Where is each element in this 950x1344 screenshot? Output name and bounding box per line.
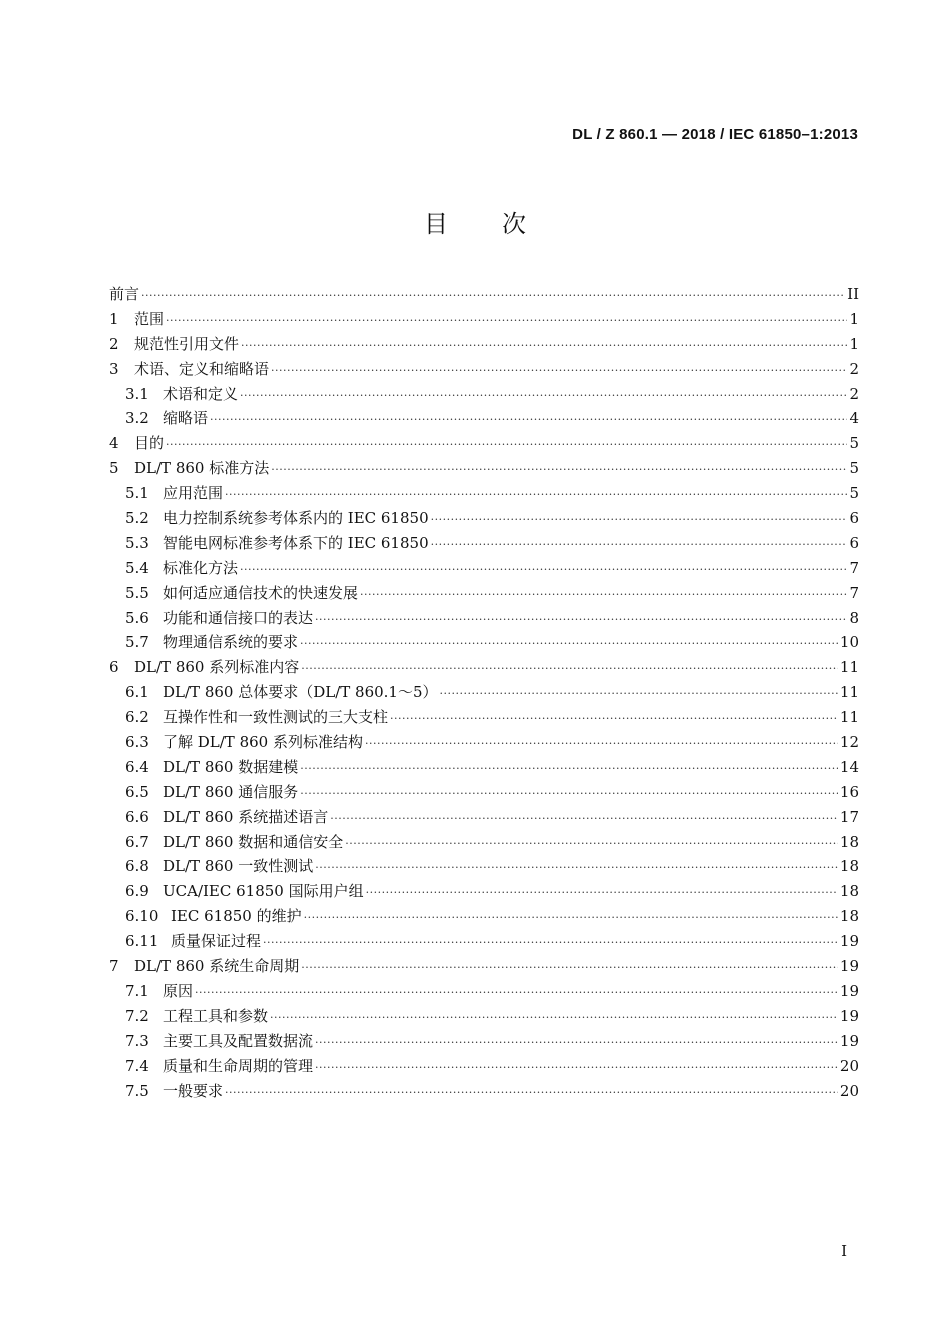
toc-entry-number: 5.4 [125, 558, 149, 577]
toc-entry[interactable] [109, 879, 859, 904]
toc-entry[interactable] [109, 904, 859, 929]
toc-entry-page: 18 [839, 907, 859, 926]
toc-leader-dots [301, 956, 838, 981]
toc-entry-label: 互操作性和一致性测试的三大支柱 [163, 708, 389, 727]
toc-entry[interactable] [109, 805, 859, 830]
toc-entry-label: 了解 DL/T 860 系列标准结构 [163, 733, 363, 752]
title-char-2: 次 [502, 210, 526, 238]
toc-entry-label: DL/T 860 系统描述语言 [163, 807, 329, 826]
toc-entry-label: 标准化方法 [163, 558, 239, 577]
toc-entry-page: 11 [839, 708, 859, 727]
toc-leader-dots [315, 608, 847, 633]
toc-entry-page: 5 [849, 434, 859, 453]
toc-leader-dots [271, 359, 847, 384]
toc-leader-dots [241, 334, 847, 359]
toc-entry-page: 1 [849, 309, 859, 328]
document-code-header: DL / Z 860.1 — 2018 / IEC 61850–1:2013 [572, 126, 858, 143]
toc-entry[interactable] [109, 730, 859, 755]
toc-entry-label: 主要工具及配置数据流 [163, 1031, 314, 1050]
toc-entry-label: UCA/IEC 61850 国际用户组 [163, 882, 364, 901]
toc-entry-number: 5 [109, 459, 119, 478]
toc-entry-page: 18 [839, 832, 859, 851]
toc-entry-number: 6.2 [125, 708, 149, 727]
toc-entry-number: 6.3 [125, 733, 149, 752]
toc-entry-label: 缩略语 [163, 409, 209, 428]
toc-entry[interactable] [109, 755, 859, 780]
toc-entry[interactable] [109, 531, 859, 556]
toc-entry[interactable] [109, 1054, 859, 1079]
toc-entry-number: 4 [109, 434, 119, 453]
toc-entry[interactable] [109, 1029, 859, 1054]
toc-entry-page: 7 [849, 558, 859, 577]
toc-entry-label: 一般要求 [163, 1081, 224, 1100]
toc-leader-dots [360, 583, 847, 608]
toc-entry[interactable] [109, 307, 859, 332]
toc-leader-dots [240, 384, 847, 409]
toc-entry-page: 1 [849, 334, 859, 353]
toc-entry-page: 12 [839, 733, 859, 752]
toc-entry-label: 目的 [134, 434, 165, 453]
toc-entry-label: 功能和通信接口的表达 [163, 608, 314, 627]
toc-leader-dots [300, 757, 838, 782]
toc-leader-dots [365, 732, 838, 757]
toc-entry-page: 5 [849, 459, 859, 478]
page-title [0, 204, 950, 239]
title-char-1: 目 [424, 210, 448, 238]
toc-entry-number: 6.6 [125, 807, 149, 826]
toc-entry[interactable] [109, 854, 859, 879]
toc-entry-number: 5.6 [125, 608, 149, 627]
toc-entry-label: IEC 61850 的维护 [171, 907, 302, 926]
toc-leader-dots [300, 782, 838, 807]
toc-entry-page: 19 [839, 1006, 859, 1025]
toc-leader-dots [301, 657, 838, 682]
toc-entry-number: 6.11 [125, 932, 159, 951]
toc-entry-label: 物理通信系统的要求 [163, 633, 299, 652]
toc-entry-label: 应用范围 [163, 484, 224, 503]
toc-leader-dots [315, 1056, 838, 1081]
toc-entry-label: DL/T 860 数据建模 [163, 757, 299, 776]
toc-leader-dots [225, 1081, 838, 1106]
toc-entry-label: DL/T 860 通信服务 [163, 782, 299, 801]
toc-entry-page: 14 [839, 757, 859, 776]
toc-entry-label: 原因 [163, 981, 194, 1000]
toc-entry[interactable] [109, 1004, 859, 1029]
toc-leader-dots [330, 807, 838, 832]
page-number: I [841, 1242, 847, 1260]
toc-entry[interactable] [109, 456, 859, 481]
toc-entry[interactable] [109, 332, 859, 357]
toc-entry[interactable] [109, 357, 859, 382]
toc-entry-page: 4 [849, 409, 859, 428]
toc-entry-page: 18 [839, 857, 859, 876]
toc-entry[interactable] [109, 929, 859, 954]
toc-entry-number: 7.5 [125, 1081, 149, 1100]
toc-entry-page: 20 [839, 1056, 859, 1075]
toc-leader-dots [270, 1006, 838, 1031]
toc-entry-page: 19 [839, 957, 859, 976]
toc-leader-dots [304, 906, 838, 931]
toc-entry-page: 6 [849, 533, 859, 552]
toc-entry[interactable] [109, 481, 859, 506]
toc-entry-label: DL/T 860 系列标准内容 [134, 658, 300, 677]
toc-entry-number: 6.5 [125, 782, 149, 801]
toc-entry-page: 6 [849, 509, 859, 528]
toc-leader-dots [195, 981, 838, 1006]
toc-entry[interactable] [109, 680, 859, 705]
toc-entry-label: 质量和生命周期的管理 [163, 1056, 314, 1075]
toc-entry-number: 7 [109, 957, 119, 976]
toc-entry[interactable] [109, 431, 859, 456]
toc-entry-label: 前言 [109, 285, 140, 303]
toc-leader-dots [271, 458, 847, 483]
table-of-contents [109, 282, 859, 1103]
toc-entry-number: 6.9 [125, 882, 149, 901]
toc-leader-dots [315, 1031, 838, 1056]
toc-entry-page: 2 [849, 384, 859, 403]
toc-leader-dots [431, 533, 848, 558]
toc-leader-dots [263, 931, 838, 956]
toc-leader-dots [210, 408, 847, 433]
toc-leader-dots [166, 433, 847, 458]
toc-entry-number: 6.10 [125, 907, 159, 926]
toc-entry-number: 7.3 [125, 1031, 149, 1050]
toc-entry-number: 7.1 [125, 981, 149, 1000]
toc-entry-label: 术语和定义 [163, 384, 239, 403]
toc-entry-label: 电力控制系统参考体系内的 IEC 61850 [163, 509, 429, 528]
toc-leader-dots [366, 881, 838, 906]
toc-entry-label: 智能电网标准参考体系下的 IEC 61850 [163, 533, 429, 552]
toc-leader-dots [300, 632, 838, 657]
toc-leader-dots [166, 309, 847, 334]
toc-entry-label: 如何适应通信技术的快速发展 [163, 583, 359, 602]
toc-entry[interactable] [109, 630, 859, 655]
toc-entry-number: 6.4 [125, 757, 149, 776]
toc-entry-page: 10 [839, 633, 859, 652]
toc-entry-page: 7 [849, 583, 859, 602]
toc-leader-dots [315, 856, 838, 881]
toc-entry[interactable] [109, 979, 859, 1004]
toc-entry-number: 2 [109, 334, 119, 353]
toc-entry[interactable] [109, 406, 859, 431]
toc-entry-page: 2 [849, 359, 859, 378]
toc-entry-page: 17 [839, 807, 859, 826]
toc-entry-number: 6.1 [125, 683, 149, 702]
toc-entry-page: 19 [839, 1031, 859, 1050]
toc-entry[interactable] [109, 780, 859, 805]
toc-entry-page: 5 [849, 484, 859, 503]
toc-entry-number: 3 [109, 359, 119, 378]
toc-entry[interactable] [109, 655, 859, 680]
toc-entry-number: 7.2 [125, 1006, 149, 1025]
toc-entry[interactable] [109, 581, 859, 606]
toc-entry-page: 18 [839, 882, 859, 901]
toc-entry-number: 3.2 [125, 409, 149, 428]
toc-entry-number: 6 [109, 658, 119, 677]
toc-entry-label: 质量保证过程 [171, 932, 262, 951]
toc-entry-label: 术语、定义和缩略语 [134, 359, 270, 378]
toc-entry[interactable] [109, 830, 859, 855]
toc-entry-number: 5.7 [125, 633, 149, 652]
toc-entry-number: 5.1 [125, 484, 149, 503]
toc-entry-page: 19 [839, 932, 859, 951]
toc-leader-dots [390, 707, 838, 732]
toc-entry-page: 8 [849, 608, 859, 627]
toc-entry-label: DL/T 860 总体要求（DL/T 860.1～5） [163, 683, 438, 702]
toc-entry-page: 19 [839, 981, 859, 1000]
toc-entry-page: 11 [839, 683, 859, 702]
toc-entry-label: DL/T 860 系统生命周期 [134, 957, 300, 976]
toc-entry[interactable] [109, 282, 859, 307]
toc-entry-number: 3.1 [125, 384, 149, 403]
toc-entry[interactable] [109, 705, 859, 730]
toc-entry-page: 16 [839, 782, 859, 801]
toc-entry[interactable] [109, 556, 859, 581]
toc-entry-label: DL/T 860 标准方法 [134, 459, 270, 478]
toc-entry-page: II [847, 285, 859, 303]
toc-entry[interactable] [109, 606, 859, 631]
toc-leader-dots [440, 682, 838, 707]
toc-entry-number: 6.7 [125, 832, 149, 851]
toc-entry-label: 工程工具和参数 [163, 1006, 269, 1025]
toc-entry-number: 5.3 [125, 533, 149, 552]
toc-entry[interactable] [109, 1079, 859, 1104]
toc-entry-label: DL/T 860 一致性测试 [163, 857, 314, 876]
toc-entry-number: 6.8 [125, 857, 149, 876]
toc-entry-label: 规范性引用文件 [134, 334, 240, 353]
toc-entry-page: 20 [839, 1081, 859, 1100]
toc-leader-dots [141, 284, 845, 309]
toc-leader-dots [345, 832, 838, 857]
toc-entry-number: 7.4 [125, 1056, 149, 1075]
toc-entry[interactable] [109, 954, 859, 979]
toc-entry-number: 5.2 [125, 509, 149, 528]
toc-entry[interactable] [109, 506, 859, 531]
toc-leader-dots [431, 508, 848, 533]
toc-entry[interactable] [109, 382, 859, 407]
toc-entry-number: 5.5 [125, 583, 149, 602]
toc-entry-label: 范围 [134, 309, 165, 328]
toc-entry-number: 1 [109, 309, 119, 328]
toc-entry-label: DL/T 860 数据和通信安全 [163, 832, 344, 851]
toc-leader-dots [240, 558, 847, 583]
toc-leader-dots [225, 483, 847, 508]
toc-entry-page: 11 [839, 658, 859, 677]
